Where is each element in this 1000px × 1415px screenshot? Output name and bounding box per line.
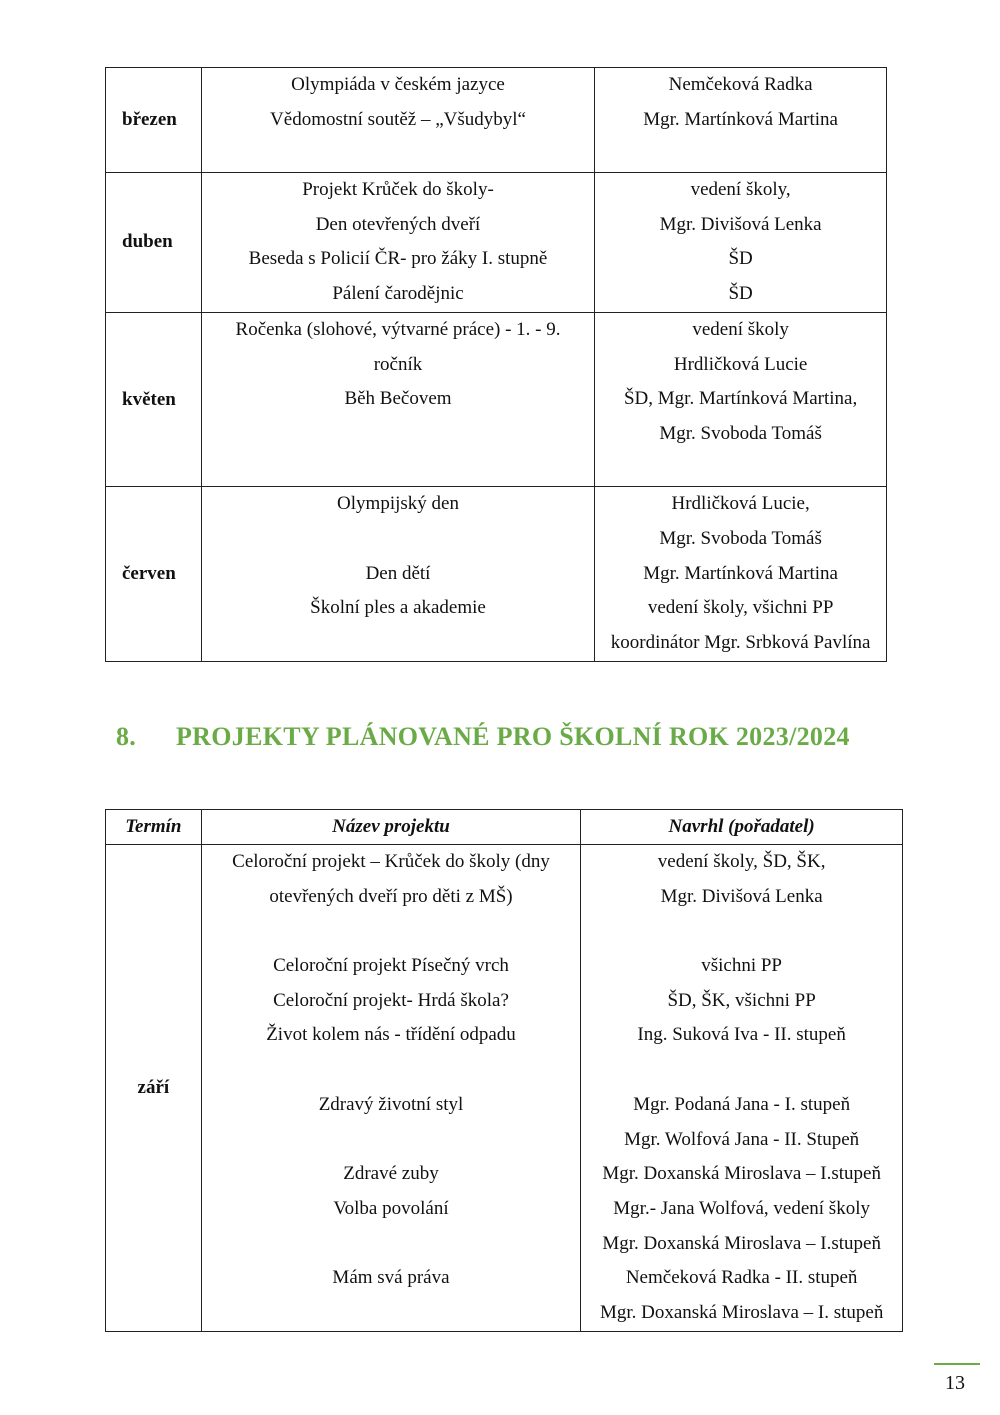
cell-line: Celoroční projekt Písečný vrch (273, 955, 509, 977)
cell-line: Mám svá práva (332, 1267, 450, 1289)
cell-line: Ing. Suková Iva - II. stupeň (637, 1024, 846, 1046)
organizers-cell (595, 487, 887, 661)
cell-line (202, 137, 594, 172)
month-cell: září (106, 845, 202, 1332)
cell-line: Volba povolání (333, 1197, 449, 1219)
organizers-cell (595, 312, 887, 486)
cell-line (202, 452, 594, 487)
cell-line: Mgr. Doxanská Miroslava – I. stupeň (599, 1301, 884, 1323)
cell-line: Celoroční projekt- Hrdá škola? (273, 989, 509, 1011)
table-row (106, 487, 887, 661)
month-cell: červen (106, 487, 202, 661)
cell-line (581, 914, 902, 949)
cell-line (581, 1053, 902, 1088)
cell-line: Hrdličková Lucie, (671, 493, 810, 515)
cell-line: Školní ples a akademie (310, 597, 486, 619)
cell-line (202, 626, 594, 661)
cell-line: vedení školy, (690, 179, 791, 201)
cell-line: Zdravé zuby (343, 1163, 439, 1185)
cell-line: Mgr. Doxanská Miroslava – I.stupeň (602, 1232, 881, 1254)
cell-line (202, 914, 581, 949)
month-cell: duben (106, 173, 202, 313)
cell-line: Projekt Krůček do školy- (302, 179, 494, 201)
events-cell (201, 68, 594, 173)
header-organizer: Navrhl (pořadatel) (581, 810, 903, 845)
cell-line: vedení školy, ŠD, ŠK, (657, 851, 826, 872)
page-number-rule (934, 1363, 980, 1365)
table-row (106, 173, 887, 313)
header-project-name: Název projektu (201, 810, 581, 845)
month-cell: květen (106, 312, 202, 486)
cell-line: Život kolem nás - třídění odpadu (266, 1024, 516, 1046)
cell-line: Mgr. Svoboda Tomáš (659, 422, 822, 444)
cell-line (595, 137, 886, 172)
cell-line: Mgr. Doxanská Miroslava – I.stupeň (602, 1163, 881, 1185)
cell-line: Pálení čarodějnic (332, 283, 464, 305)
events-cell (201, 312, 594, 486)
section-title: PROJEKTY PLÁNOVANÉ PRO ŠKOLNÍ ROK 2023/2024 (176, 722, 850, 751)
cell-line: všichni PP (701, 955, 783, 977)
cell-line: Olympiáda v českém jazyce (291, 74, 505, 95)
events-cell (201, 487, 594, 661)
month-cell: březen (106, 68, 202, 173)
page-number: 13 (945, 1372, 965, 1394)
cell-line: Olympijský den (337, 493, 459, 515)
cell-line: Mgr. Svoboda Tomáš (659, 527, 822, 549)
events-cell (201, 173, 594, 313)
cell-line: ŠD, Mgr. Martínková Martina, (623, 388, 858, 410)
organizers-cell (595, 68, 887, 173)
cell-line: Den otevřených dveří (315, 213, 481, 235)
cell-line: Mgr. Wolfová Jana - II. Stupeň (624, 1128, 860, 1150)
cell-line: vedení školy, všichni PP (647, 597, 834, 619)
table-row (106, 68, 887, 173)
cell-line: Hrdličková Lucie (673, 353, 808, 375)
activities-table-body (106, 68, 887, 662)
cell-line: Mgr.- Jana Wolfová, vedení školy (613, 1197, 870, 1219)
cell-line: Vědomostní soutěž – „Všudybyl“ (270, 108, 526, 130)
cell-line: Den dětí (365, 562, 431, 584)
cell-line: Zdravý životní styl (318, 1093, 464, 1115)
cell-line: Beseda s Policií ČR- pro žáky I. stupně (248, 248, 548, 270)
cell-line: ročník (373, 353, 423, 375)
organizers-cell (595, 173, 887, 313)
cell-line: Nemčeková Radka (668, 74, 813, 95)
cell-line (202, 417, 594, 452)
cell-line: Ročenka (slohové, výtvarné práce) - 1. - 9. (235, 318, 561, 340)
section-heading (116, 722, 850, 752)
table-row (106, 312, 887, 486)
cell-line: otevřených dveří pro děti z MŠ) (269, 885, 513, 907)
cell-line: vedení školy (692, 318, 789, 340)
cell-line: ŠD (728, 283, 753, 305)
cell-line: Mgr. Martínková Martina (643, 562, 838, 584)
cell-line: Celoroční projekt – Krůček do školy (dny (232, 851, 550, 872)
cell-line: Běh Bečovem (344, 388, 452, 410)
table-row (106, 845, 903, 1332)
cell-line: koordinátor Mgr. Srbková Pavlína (610, 632, 871, 653)
cell-line (202, 1123, 581, 1158)
header-term: Termín (106, 810, 202, 845)
section-number: 8. (116, 722, 137, 751)
cell-line (595, 452, 886, 487)
projects-table (105, 809, 903, 1332)
cell-line (202, 1296, 581, 1331)
cell-line (202, 522, 594, 557)
cell-line: ŠD (728, 248, 753, 270)
organizers-cell (581, 845, 903, 1332)
projects-cell (201, 845, 581, 1332)
cell-line: Nemčeková Radka - II. stupeň (625, 1267, 858, 1289)
cell-line (202, 1227, 581, 1262)
cell-line (202, 1053, 581, 1088)
cell-line: Mgr. Divišová Lenka (659, 213, 822, 235)
cell-line: ŠD, ŠK, všichni PP (667, 989, 816, 1011)
projects-header-row (106, 810, 903, 845)
cell-line: Mgr. Divišová Lenka (660, 885, 823, 907)
cell-line: Mgr. Podaná Jana - I. stupeň (633, 1093, 851, 1115)
activities-table (105, 67, 887, 662)
cell-line: Mgr. Martínková Martina (643, 108, 838, 130)
